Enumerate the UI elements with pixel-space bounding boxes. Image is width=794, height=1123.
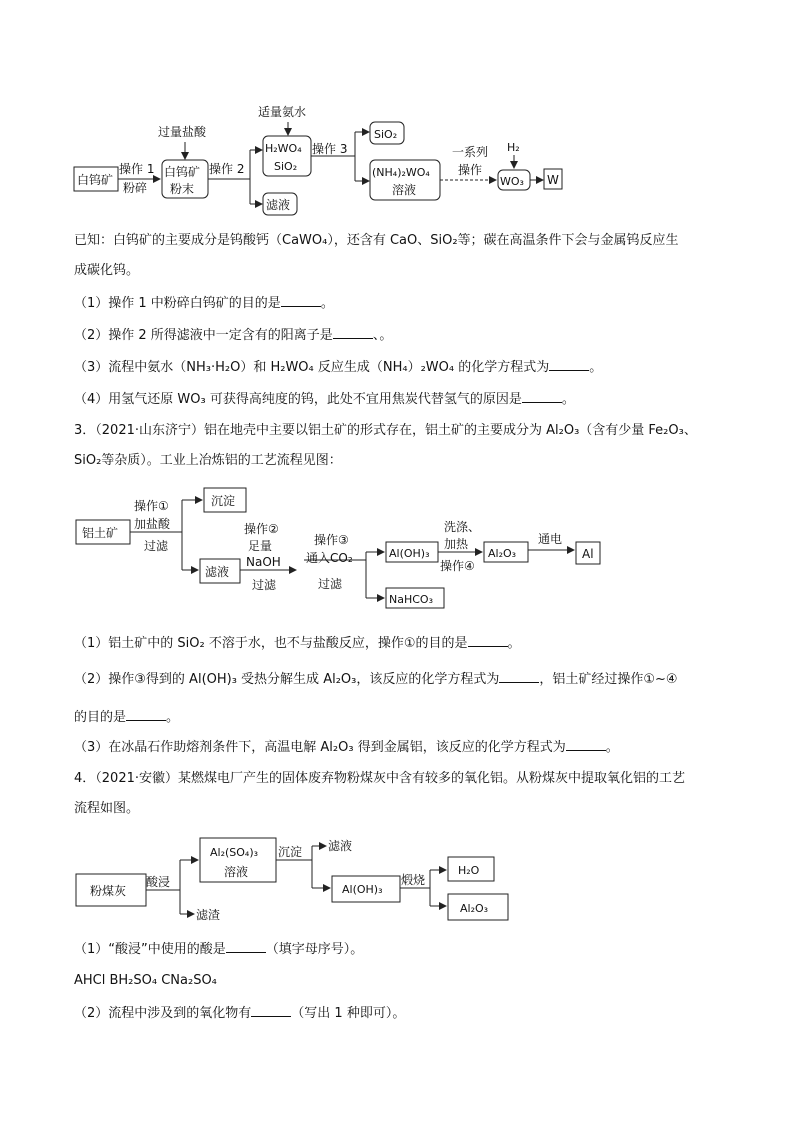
label-series-2: 操作 (458, 163, 483, 177)
label-acid-leach: 酸浸 (146, 875, 171, 889)
label-mix-1: H₂WO₄ (265, 142, 302, 155)
question-4-2 (74, 1004, 405, 1023)
label-op2-2: 足量 (248, 539, 273, 553)
q3-1-text: （1）铝土矿中的 SiO₂ 不溶于水，也不与盐酸反应，操作①的目的是 (74, 636, 468, 651)
label-calcine: 煅烧 (401, 873, 426, 887)
q3-2-line2: 的目的是 (74, 710, 127, 725)
problem-4-intro-2: 流程如图。 (74, 801, 140, 816)
answer-blank[interactable] (522, 390, 562, 403)
label-op1-sub: 粉碎 (123, 181, 148, 195)
label-al2o3-2: Al₂O₃ (460, 902, 489, 915)
label-op1-3: 过滤 (144, 539, 169, 553)
question-2-2 (74, 326, 392, 345)
label-op3-2: 通入CO₂ (306, 551, 353, 565)
label-filtrate-2: 滤液 (205, 565, 230, 579)
q4-2-text: （2）流程中涉及到的氧化物有 (74, 1006, 252, 1021)
q3-3-end: 。 (605, 740, 619, 755)
label-h2o: H₂O (458, 864, 480, 877)
label-al: Al (582, 547, 594, 561)
label-powder-2: 粉末 (170, 182, 195, 196)
label-h2: H₂ (507, 141, 520, 154)
problem-4-intro-1: 4．（2021·安徽）某燃煤电厂产生的固体废弃物粉煤灰中含有较多的氧化铝。从粉煤灰中提取氧化铝的工艺 (74, 771, 685, 786)
label-op2: 操作 2 (209, 162, 245, 176)
label-op2-3: NaOH (246, 555, 281, 569)
q2-1-text: （1）操作 1 中粉碎白钨矿的目的是 (74, 296, 281, 311)
q3-1-end: 。 (507, 636, 521, 651)
label-sulfate-1: Al₂(SO₄)₃ (210, 846, 259, 859)
label-op3: 操作 3 (312, 142, 348, 156)
label-precipitate: 沉淀 (211, 494, 236, 508)
label-wash-2: 加热 (444, 537, 469, 551)
question-4-1 (74, 940, 363, 959)
label-electrolysis: 通电 (538, 532, 563, 546)
q2-3-text: （3）流程中氨水（NH₃·H₂O）和 H₂WO₄ 反应生成（NH₄）₂WO₄ 的化学方程式为 (74, 360, 550, 375)
label-op1-2: 加盐酸 (134, 517, 171, 531)
label-hcl: 过量盐酸 (158, 125, 207, 139)
label-residue: 滤渣 (196, 908, 221, 922)
label-powder-1: 白钨矿 (164, 165, 201, 179)
answer-blank[interactable] (549, 358, 589, 371)
known-line-2: 成碳化钨。 (74, 263, 140, 278)
q4-1-text: （1）“酸浸”中使用的酸是 (74, 942, 226, 957)
q3-2-mid: ，铝土矿经过操作①~④ (539, 672, 678, 687)
label-ammonium-1: (NH₄)₂WO₄ (372, 166, 430, 179)
question-3-1 (74, 634, 521, 653)
problem-3-intro-1: 3．（2021·山东济宁）铝在地壳中主要以铝土矿的形式存在，铝土矿的主要成分为 Al₂O₃（含有少量 Fe₂O₃、 (74, 423, 697, 438)
fly-ash-flow-diagram (0, 830, 794, 930)
problem-3-intro-2: SiO₂等杂质）。工业上冶炼铝的工艺流程见图： (74, 453, 342, 468)
answer-blank[interactable] (126, 708, 166, 721)
label-w: W (547, 173, 559, 187)
label-aloh3-2: Al(OH)₃ (342, 883, 383, 896)
answer-blank[interactable] (468, 634, 508, 647)
answer-blank[interactable] (566, 738, 606, 751)
label-op3-3: 过滤 (318, 577, 343, 591)
answer-blank[interactable] (226, 940, 266, 953)
aluminium-flow-diagram (0, 470, 794, 620)
answer-blank[interactable] (333, 326, 373, 339)
label-op2-4: 过滤 (252, 578, 277, 592)
tungsten-flow-diagram (0, 0, 794, 212)
label-nahco3: NaHCO₃ (389, 593, 433, 606)
label-op2-1: 操作② (244, 522, 279, 536)
label-series-1: 一系列 (452, 145, 489, 159)
known-line-1: 已知：白钨矿的主要成分是钨酸钙（CaWO₄），还含有 CaO、SiO₂等；碳在高温条件下会与金属钨反应生 (74, 233, 679, 248)
label-op4: 操作④ (440, 559, 475, 573)
question-3-2-cont (74, 708, 179, 727)
q2-2-text: （2）操作 2 所得滤液中一定含有的阳离子是 (74, 328, 333, 343)
q4-2-end: （写出 1 种即可）。 (291, 1006, 406, 1021)
label-mix-2: SiO₂ (274, 160, 298, 173)
q4-1-end: （填字母序号）。 (265, 942, 364, 957)
q2-4-text: （4）用氢气还原 WO₃ 可获得高纯度的钨，此处不宜用焦炭代替氢气的原因是 (74, 392, 522, 407)
label-sulfate-2: 溶液 (224, 865, 249, 879)
label-wo3: WO₃ (500, 175, 524, 188)
label-ammonia: 适量氨水 (258, 105, 307, 119)
question-2-1 (74, 294, 334, 313)
q3-2-text: （2）操作③得到的 Al(OH)₃ 受热分解生成 Al₂O₃，该反应的化学方程式为 (74, 672, 500, 687)
question-4-options: AHCl BH₂SO₄ CNa₂SO₄ (74, 973, 217, 988)
label-wash-1: 洗涤、 (444, 520, 481, 534)
label-op1-1: 操作① (134, 499, 169, 513)
q2-1-end: 。 (320, 296, 334, 311)
label-sio2: SiO₂ (374, 128, 398, 141)
label-op3-1: 操作③ (314, 533, 349, 547)
label-ammonium-2: 溶液 (392, 183, 417, 197)
q2-2-end: 、。 (372, 328, 393, 343)
answer-blank[interactable] (281, 294, 321, 307)
label-fly-ash: 粉煤灰 (90, 884, 127, 898)
label-bauxite: 铝土矿 (82, 526, 119, 540)
label-precip: 沉淀 (278, 845, 303, 859)
label-ore: 白钨矿 (77, 173, 114, 187)
label-filtrate-3: 滤液 (328, 839, 353, 853)
answer-blank[interactable] (251, 1004, 291, 1017)
question-3-3 (74, 738, 619, 757)
q2-4-end: 。 (561, 392, 575, 407)
label-filtrate-1: 滤液 (266, 198, 291, 212)
q3-3-text: （3）在冰晶石作助熔剂条件下，高温电解 Al₂O₃ 得到金属铝，该反应的化学方程式为 (74, 740, 566, 755)
question-2-4 (74, 390, 575, 409)
q2-3-end: 。 (589, 360, 603, 375)
question-3-2 (74, 670, 678, 689)
q3-2-end: 。 (166, 710, 180, 725)
question-2-3 (74, 358, 602, 377)
answer-blank[interactable] (499, 670, 539, 683)
label-op1: 操作 1 (119, 162, 155, 176)
label-al2o3: Al₂O₃ (488, 547, 517, 560)
label-aloh3: Al(OH)₃ (389, 547, 430, 560)
